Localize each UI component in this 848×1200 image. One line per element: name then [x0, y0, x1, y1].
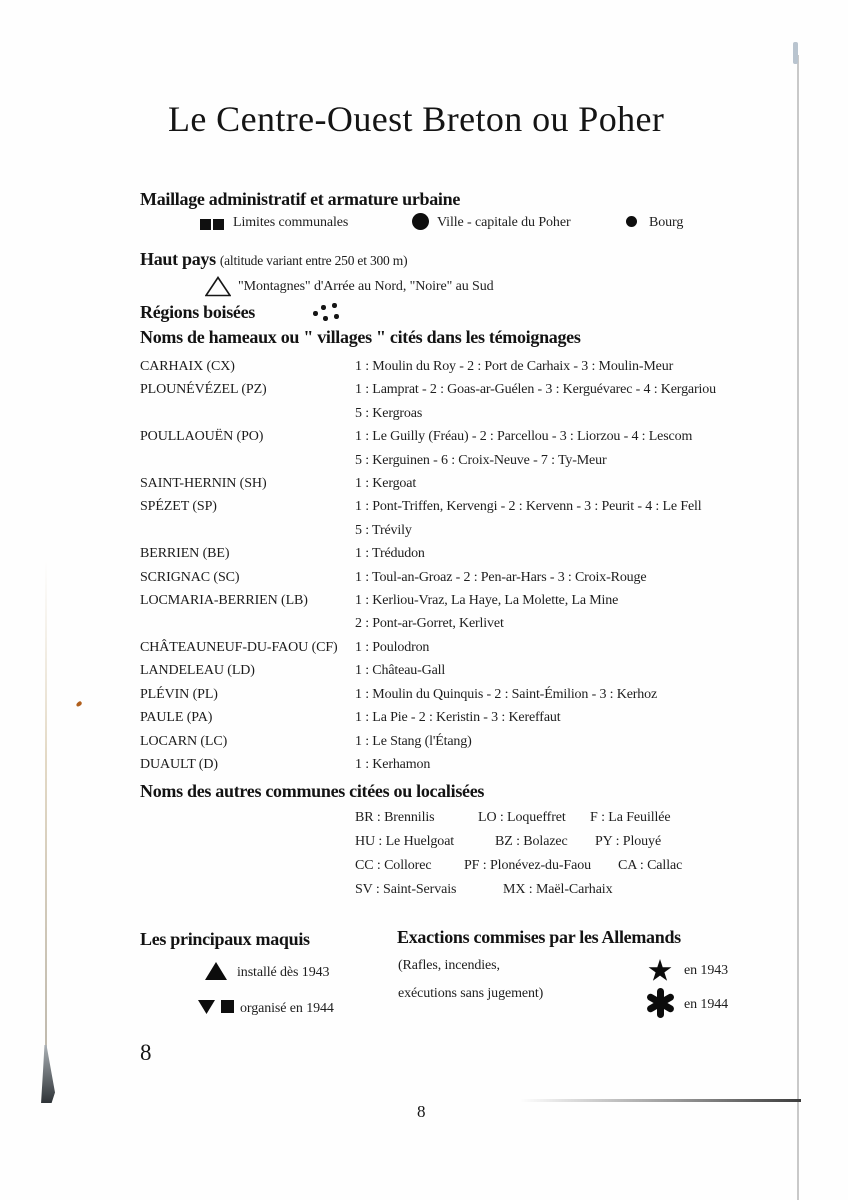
commune-name: DUAULT (D)	[140, 756, 218, 772]
hamlet-list: 1 : Pont-Triffen, Kervengi - 2 : Kervenn - 3 : Peurit - 4 : Le Fell	[355, 499, 702, 515]
wooded-dots-icon	[312, 303, 340, 322]
hamlet-list: 1 : Kergoat	[355, 476, 417, 492]
commune-name: LANDELEAU (LD)	[140, 663, 255, 679]
table-row	[140, 589, 760, 636]
communal-limits-squares-icon	[200, 217, 226, 229]
table-row	[140, 542, 760, 565]
commune-name: PLÉVIN (PL)	[140, 686, 218, 702]
hamlet-list: 1 : Poulodron	[355, 639, 430, 655]
abbrev-entry: HU : Le Huelgoat	[355, 834, 455, 849]
hamlet-list: 1 : Kerhamon	[355, 756, 431, 772]
filled-triangle-up-icon	[205, 962, 227, 980]
table-row	[140, 636, 760, 659]
bottom-page-number: 8	[417, 1102, 426, 1121]
section-heading-maquis: Les principaux maquis	[140, 929, 310, 949]
haut-pays-label: Haut pays	[140, 249, 216, 269]
hamlet-list: 1 : Moulin du Roy - 2 : Port de Carhaix - 3 : Moulin-Meur	[355, 359, 674, 374]
mountain-triangle-icon	[205, 276, 231, 297]
table-row	[140, 495, 760, 542]
table-row	[140, 753, 760, 776]
hamlet-list: 1 : Moulin du Quinquis - 2 : Saint-Émilion - 3 : Kerhoz	[355, 686, 658, 702]
commune-name: CARHAIX (CX)	[140, 359, 235, 374]
corner-page-number: 8	[140, 1040, 152, 1065]
exaction-1944-label: en 1944	[684, 997, 729, 1012]
maquis-1943-label: installé dès 1943	[237, 965, 330, 980]
abbrev-entry: SV : Saint-Servais	[355, 882, 457, 897]
section-heading-maillage: Maillage administratif et armature urbaine	[140, 189, 461, 209]
table-row	[140, 472, 760, 495]
legend-label-limites: Limites communales	[233, 215, 349, 230]
asterisk-icon	[645, 988, 675, 1018]
section-heading-hameaux: Noms de hameaux ou " villages " cités dans les témoignages	[140, 327, 581, 347]
hamlet-list: 5 : Kergroas	[355, 405, 423, 421]
hamlet-list: 1 : Trédudon	[355, 546, 425, 562]
table-row	[140, 683, 760, 706]
hamlet-list: 5 : Kerguinen - 6 : Croix-Neuve - 7 : Ty-Meur	[355, 452, 607, 468]
scan-gutter-line	[45, 560, 47, 1050]
abbrev-entry: CA : Callac	[618, 858, 683, 873]
hamlet-list: 1 : Château-Gall	[355, 663, 446, 679]
commune-name: BERRIEN (BE)	[140, 546, 230, 562]
hamlet-list: 1 : La Pie - 2 : Keristin - 3 : Kereffaut	[355, 710, 561, 726]
abbrev-entry: LO : Loqueffret	[478, 810, 566, 825]
section-heading-haut-pays	[140, 249, 407, 270]
table-row	[140, 425, 760, 472]
scan-gutter-wedge	[38, 1045, 55, 1103]
exactions-note-line1: (Rafles, incendies,	[398, 958, 500, 973]
hamlet-list: 1 : Lamprat - 2 : Goas-ar-Guélen - 3 : Kerguévarec - 4 : Kergariou	[355, 382, 716, 398]
section-heading-autres-communes: Noms des autres communes citées ou localisées	[140, 781, 485, 801]
commune-name: PLOUNÉVÉZEL (PZ)	[140, 382, 267, 398]
abbrev-entry: F : La Feuillée	[590, 810, 671, 825]
section-heading-regions-boisees: Régions boisées	[140, 302, 256, 322]
table-row	[140, 659, 760, 682]
mountain-legend-label: "Montagnes" d'Arrée au Nord, "Noire" au Sud	[238, 279, 494, 294]
abbrev-entry: BR : Brennilis	[355, 810, 435, 825]
filled-square-icon	[221, 1000, 234, 1013]
haut-pays-note: (altitude variant entre 250 et 300 m)	[219, 253, 408, 268]
table-row	[140, 706, 760, 729]
abbrev-entry: BZ : Bolazec	[495, 834, 568, 849]
section-heading-exactions: Exactions commises par les Allemands	[397, 927, 681, 947]
bourg-dot-icon	[626, 216, 637, 227]
table-row	[140, 355, 760, 378]
hamlet-list: 1 : Toul-an-Groaz - 2 : Pen-ar-Hars - 3 : Croix-Rouge	[355, 569, 647, 585]
scan-edge-smudge	[793, 42, 798, 64]
commune-name: LOCARN (LC)	[140, 733, 228, 749]
star-icon	[648, 958, 672, 982]
commune-name: SCRIGNAC (SC)	[140, 569, 240, 585]
abbrev-entry: PF : Plonévez-du-Faou	[464, 858, 592, 873]
scan-bottom-edge-line	[520, 1099, 801, 1102]
scan-page-edge-line	[797, 55, 799, 1200]
table-row	[140, 566, 760, 589]
abbrev-entry: CC : Collorec	[355, 858, 432, 873]
legend-label-ville-capitale: Ville - capitale du Poher	[437, 215, 571, 230]
abbrev-entry: MX : Maël-Carhaix	[503, 882, 613, 897]
hameaux-table	[140, 355, 760, 776]
exaction-1943-label: en 1943	[684, 963, 729, 978]
hamlet-list: 1 : Le Guilly (Fréau) - 2 : Parcellou - 3 : Liorzou - 4 : Lescom	[355, 429, 693, 445]
table-row	[140, 730, 760, 753]
commune-name: CHÂTEAUNEUF-DU-FAOU (CF)	[140, 639, 338, 655]
hamlet-list: 1 : Kerliou-Vraz, La Haye, La Molette, La Mine	[355, 593, 619, 609]
capital-city-dot-icon	[412, 213, 429, 230]
commune-name: SAINT-HERNIN (SH)	[140, 476, 267, 492]
exactions-note-line2: exécutions sans jugement)	[398, 986, 544, 1001]
commune-name: LOCMARIA-BERRIEN (LB)	[140, 593, 308, 609]
commune-name: POULLAOUËN (PO)	[140, 429, 264, 445]
hamlet-list: 2 : Pont-ar-Gorret, Kerlivet	[355, 616, 504, 632]
filled-triangle-down-icon	[198, 1000, 215, 1014]
page-title: Le Centre-Ouest Breton ou Poher	[168, 99, 665, 139]
abbrev-entry: PY : Plouyé	[595, 834, 662, 849]
ink-speck	[75, 701, 82, 708]
commune-name: SPÉZET (SP)	[140, 499, 217, 515]
maquis-1944-label: organisé en 1944	[240, 1001, 334, 1016]
table-row	[140, 378, 760, 425]
hamlet-list: 5 : Trévily	[355, 522, 412, 538]
commune-name: PAULE (PA)	[140, 710, 213, 726]
legend-label-bourg: Bourg	[649, 215, 684, 230]
hamlet-list: 1 : Le Stang (l'Étang)	[355, 733, 472, 749]
